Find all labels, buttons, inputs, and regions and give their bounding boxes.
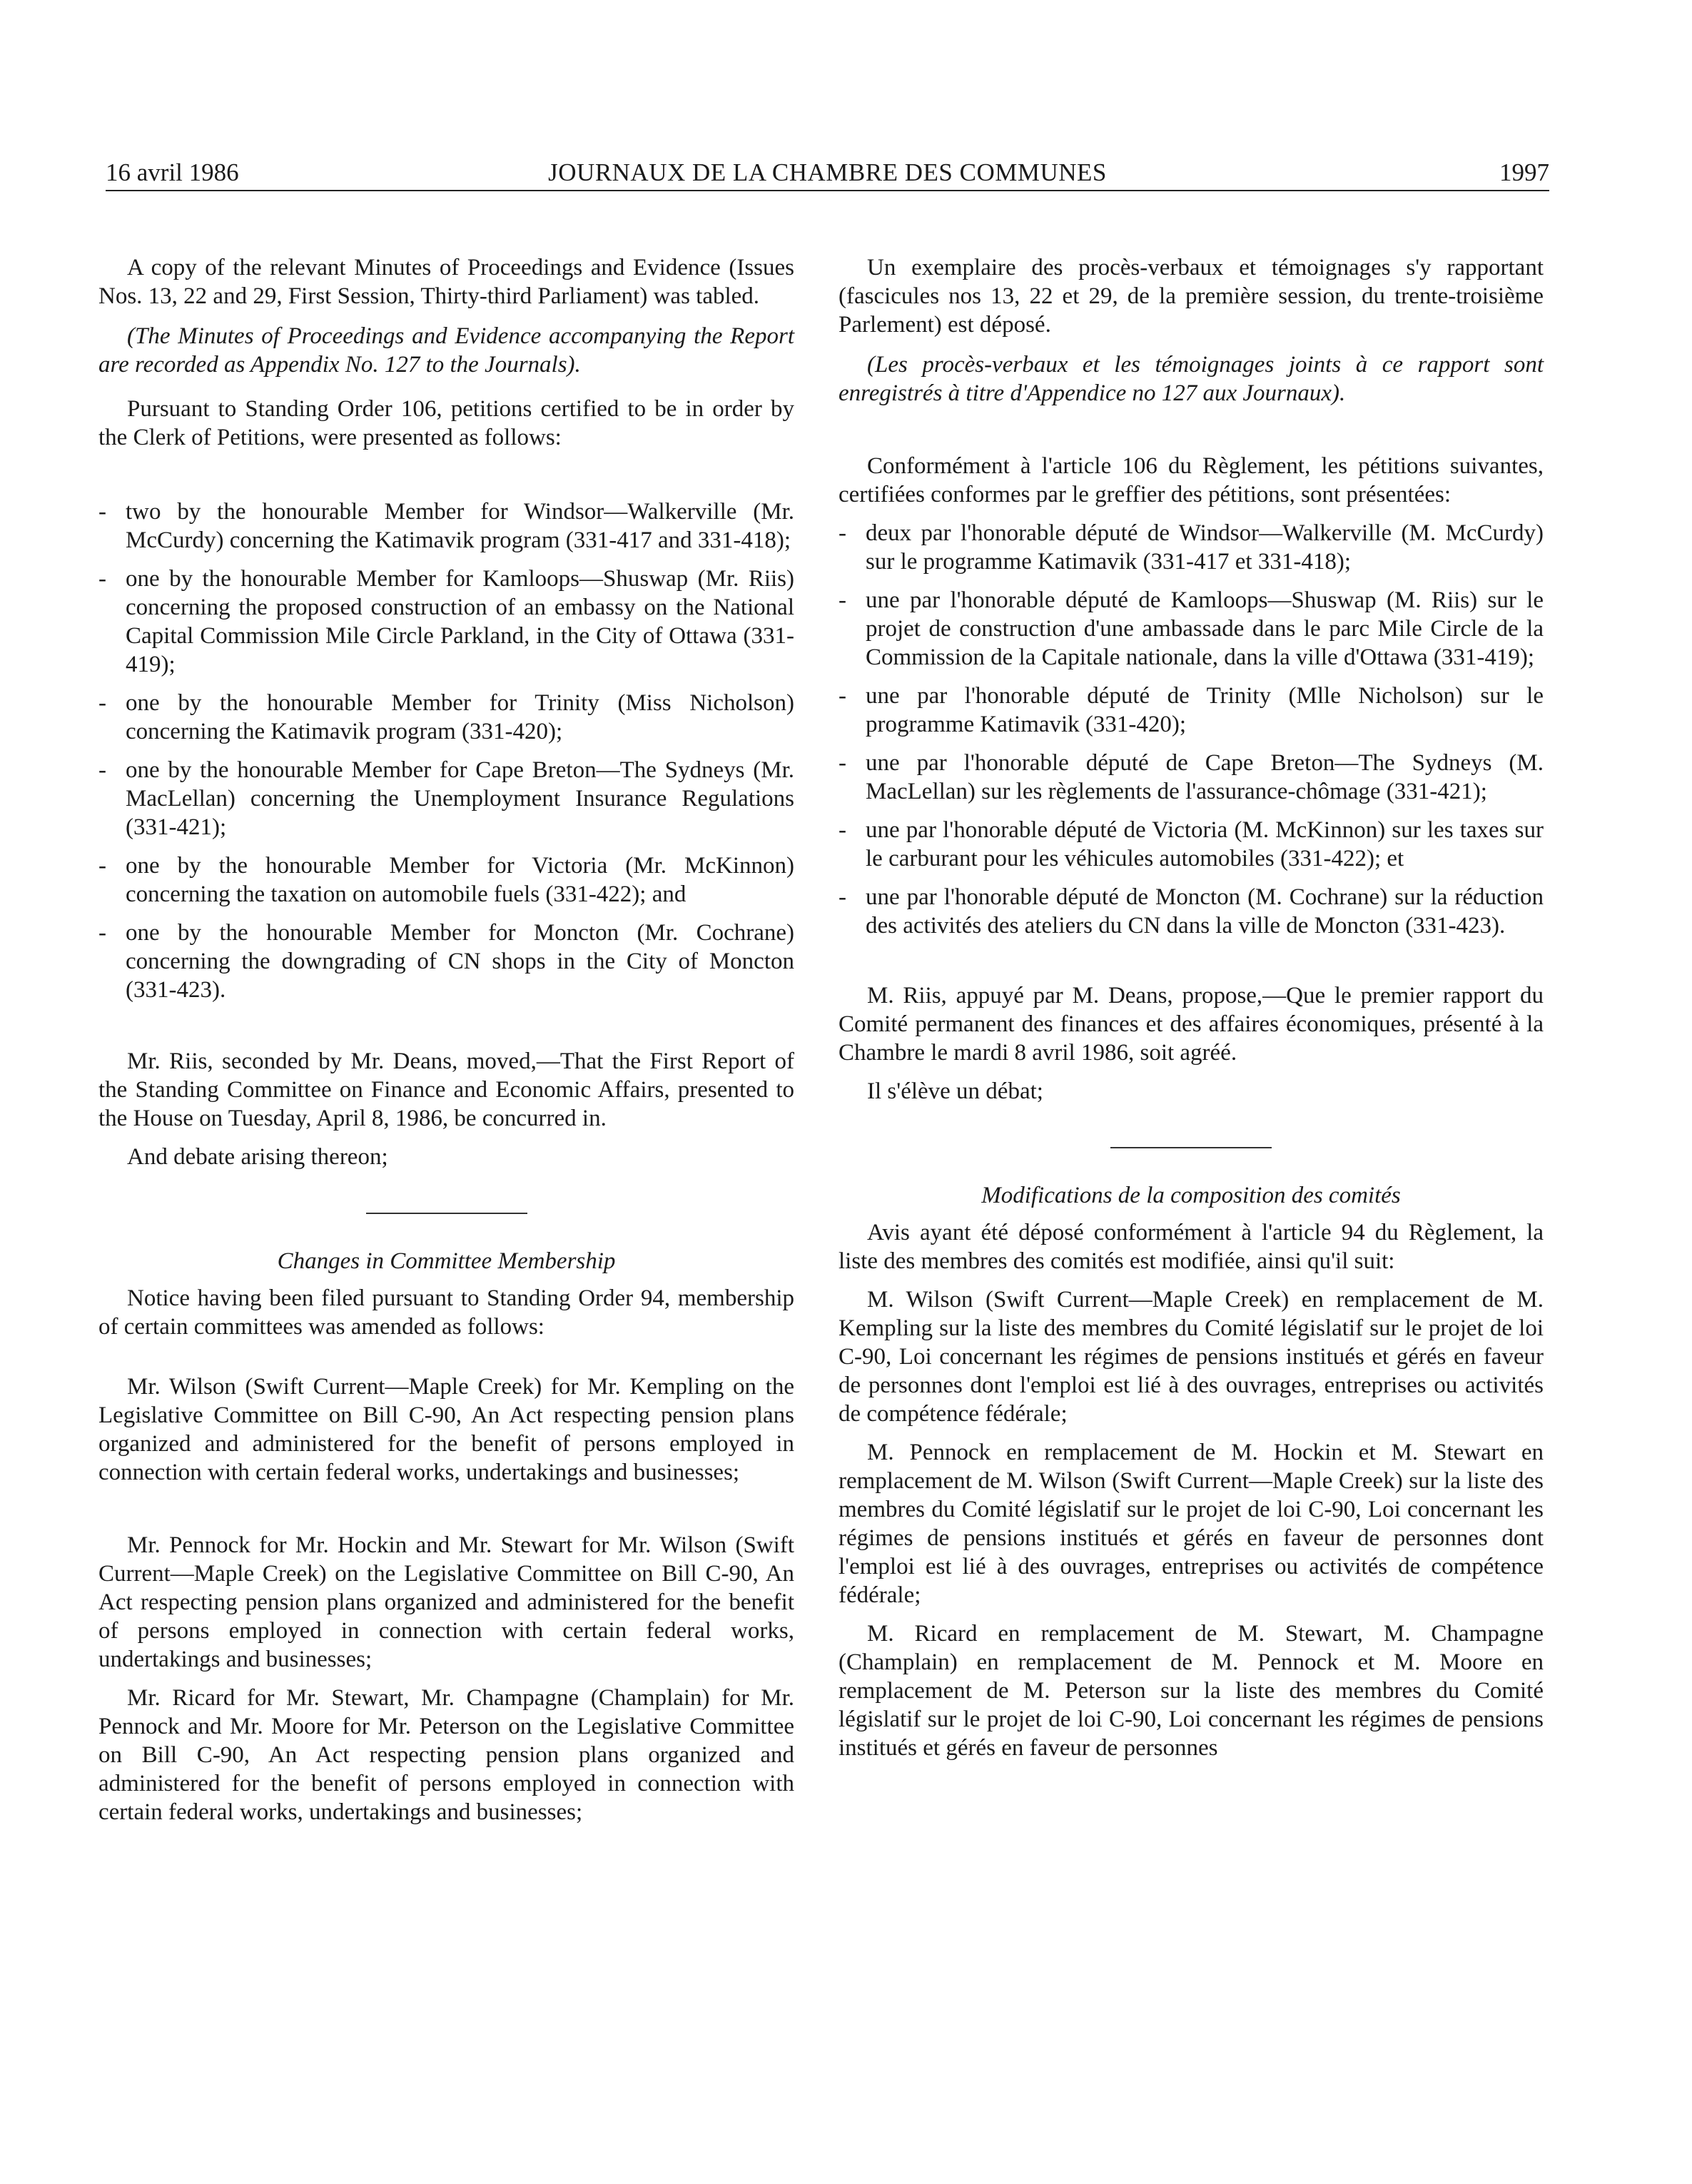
english-column — [98, 253, 794, 1826]
en-notice-paragraph: Notice having been filed pursuant to Standing Order 94, membership of certain committees was amended as follows: — [98, 1285, 794, 1340]
list-item: - one by the honourable Member for Cape Breton—The Sydneys (Mr. MacLellan) concerning the Unemployment Insurance Regulations (331-421); — [98, 757, 794, 840]
list-item: - une par l'honorable député de Kamloops—Shuswap (M. Riis) sur le projet de construction d'une ambassade dans le parc Mile Circle de la Commission de la Capitale nationale, dans la ville d'Ottawa (331-419); — [839, 587, 1544, 670]
list-item: - two by the honourable Member for Windsor—Walkerville (Mr. McCurdy) concerning the Katimavik program (331-417 and 331-418); — [98, 499, 794, 553]
fr-petitions-list — [839, 519, 1544, 940]
fr-tabled-paragraph: Un exemplaire des procès-verbaux et témoignages s'y rapportant (fascicules nos 13, 22 et 29, de la première session, du trente-troisième Parlement) est déposé. — [839, 255, 1544, 338]
fr-petitions-intro: Conformément à l'article 106 du Règlement, les pétitions suivantes, certifiées conformes par le greffier des pétitions, sont présentées: — [839, 453, 1544, 507]
en-appendix-note: (The Minutes of Proceedings and Evidence accompanying the Report are recorded as Appendix No. 127 to the Journals). — [98, 323, 794, 378]
page-header — [106, 153, 1549, 193]
list-item: - one by the honourable Member for Moncton (Mr. Cochrane) concerning the downgrading of CN shops in the City of Moncton (331-423). — [98, 920, 794, 1003]
list-item: - une par l'honorable député de Moncton (M. Cochrane) sur la réduction des activités des ateliers du CN dans la ville de Moncton (331-423). — [839, 884, 1544, 939]
header-date: 16 avril 1986 — [106, 158, 239, 186]
fr-appendix-note: (Les procès-verbaux et les témoignages joints à ce rapport sont enregistrés à titre d'Appendice no 127 aux Journaux). — [839, 352, 1544, 406]
list-item: - deux par l'honorable député de Windsor—Walkerville (M. McCurdy) sur le programme Katimavik (331-417 et 331-418); — [839, 520, 1544, 575]
list-item: - one by the honourable Member for Trinity (Miss Nicholson) concerning the Katimavik program (331-420); — [98, 690, 794, 744]
list-item: - une par l'honorable député de Trinity (Mlle Nicholson) sur le programme Katimavik (331-420); — [839, 683, 1544, 737]
page-number: 1997 — [1499, 158, 1549, 186]
en-petitions-intro: Pursuant to Standing Order 106, petitions certified to be in order by the Clerk of Petitions, were presented as follows: — [98, 396, 794, 450]
en-section-heading: Changes in Committee Membership — [277, 1248, 616, 1274]
list-item: - one by the honourable Member for Kamloops—Shuswap (Mr. Riis) concerning the proposed construction of an embassy on the National Capital Commission Mile Circle Parkland, in the City of Ottawa (331-419); — [98, 566, 794, 677]
en-tabled-paragraph: A copy of the relevant Minutes of Proceedings and Evidence (Issues Nos. 13, 22 and 29, First Session, Thirty-third Parliament) was tabled. — [98, 255, 794, 309]
fr-notice-paragraph: Avis ayant été déposé conformément à l'article 94 du Règlement, la liste des membres des comités est modifiée, ainsi qu'il suit: — [839, 1220, 1544, 1274]
fr-section-heading: Modifications de la composition des comités — [981, 1183, 1401, 1208]
fr-membership-change-1: M. Wilson (Swift Current—Maple Creek) en remplacement de M. Kempling sur la liste des membres du Comité législatif sur le projet de loi C-90, Loi concernant les régimes de pensions institués et gérés en faveur de personnes dont l'emploi est lié à des ouvrages, entreprises ou activités de compétence fédérale; — [839, 1287, 1544, 1427]
en-membership-change-2: Mr. Pennock for Mr. Hockin and Mr. Stewart for Mr. Wilson (Swift Current—Maple Creek) on the Legislative Committee on Bill C-90, An Act respecting pension plans organized and administered for the benefit of persons employed in connection with certain federal works, undertakings and businesses; — [98, 1532, 794, 1672]
fr-membership-change-2: M. Pennock en remplacement de M. Hockin et M. Stewart en remplacement de M. Wilson (Swift Current—Maple Creek) sur la liste des membres du Comité législatif sur le projet de loi C-90, Loi concernant les régimes de pensions institués et gérés en faveur de personnes dont l'emploi est lié à des ouvrages, entreprises ou activités de compétence fédérale; — [839, 1440, 1544, 1608]
en-debate-line: And debate arising thereon; — [127, 1144, 388, 1170]
header-rule — [106, 190, 1549, 191]
en-membership-change-3: Mr. Ricard for Mr. Stewart, Mr. Champagne (Champlain) for Mr. Pennock and Mr. Moore for Mr. Peterson on the Legislative Committee on Bill C-90, An Act respecting pension plans organized and administered for the benefit of persons employed in connection with certain federal works, undertakings and businesses; — [98, 1685, 794, 1825]
fr-membership-change-3: M. Ricard en remplacement de M. Stewart, M. Champagne (Champlain) en remplacement de M. Pennock et M. Moore en remplacement de M. Peterson sur la liste des membres du Comité législatif sur le projet de loi C-90, Loi concernant les régimes de pensions institués et gérés en faveur de personnes — [839, 1621, 1544, 1761]
list-item: - une par l'honorable député de Cape Breton—The Sydneys (M. MacLellan) sur les règlements de l'assurance-chômage (331-421); — [839, 750, 1544, 804]
header-title: JOURNAUX DE LA CHAMBRE DES COMMUNES — [548, 158, 1107, 186]
french-column — [839, 253, 1544, 1762]
list-item: - une par l'honorable député de Victoria (M. McKinnon) sur les taxes sur le carburant pour les véhicules automobiles (331-422); et — [839, 817, 1544, 871]
en-motion-paragraph: Mr. Riis, seconded by Mr. Deans, moved,—That the First Report of the Standing Committee on Finance and Economic Affairs, presented to the House on Tuesday, April 8, 1986, be concurred in. — [98, 1048, 794, 1131]
en-petitions-list — [98, 497, 794, 1004]
list-item: - one by the honourable Member for Victoria (Mr. McKinnon) concerning the taxation on automobile fuels (331-422); and — [98, 853, 794, 907]
fr-debate-line: Il s'élève un débat; — [867, 1078, 1043, 1104]
fr-motion-paragraph: M. Riis, appuyé par M. Deans, propose,—Que le premier rapport du Comité permanent des finances et des affaires économiques, présenté à la Chambre le mardi 8 avril 1986, soit agréé. — [839, 983, 1544, 1066]
en-membership-change-1: Mr. Wilson (Swift Current—Maple Creek) for Mr. Kempling on the Legislative Committee on Bill C-90, An Act respecting pension plans organized and administered for the benefit of persons employed in connection with certain federal works, undertakings and businesses; — [98, 1374, 794, 1485]
